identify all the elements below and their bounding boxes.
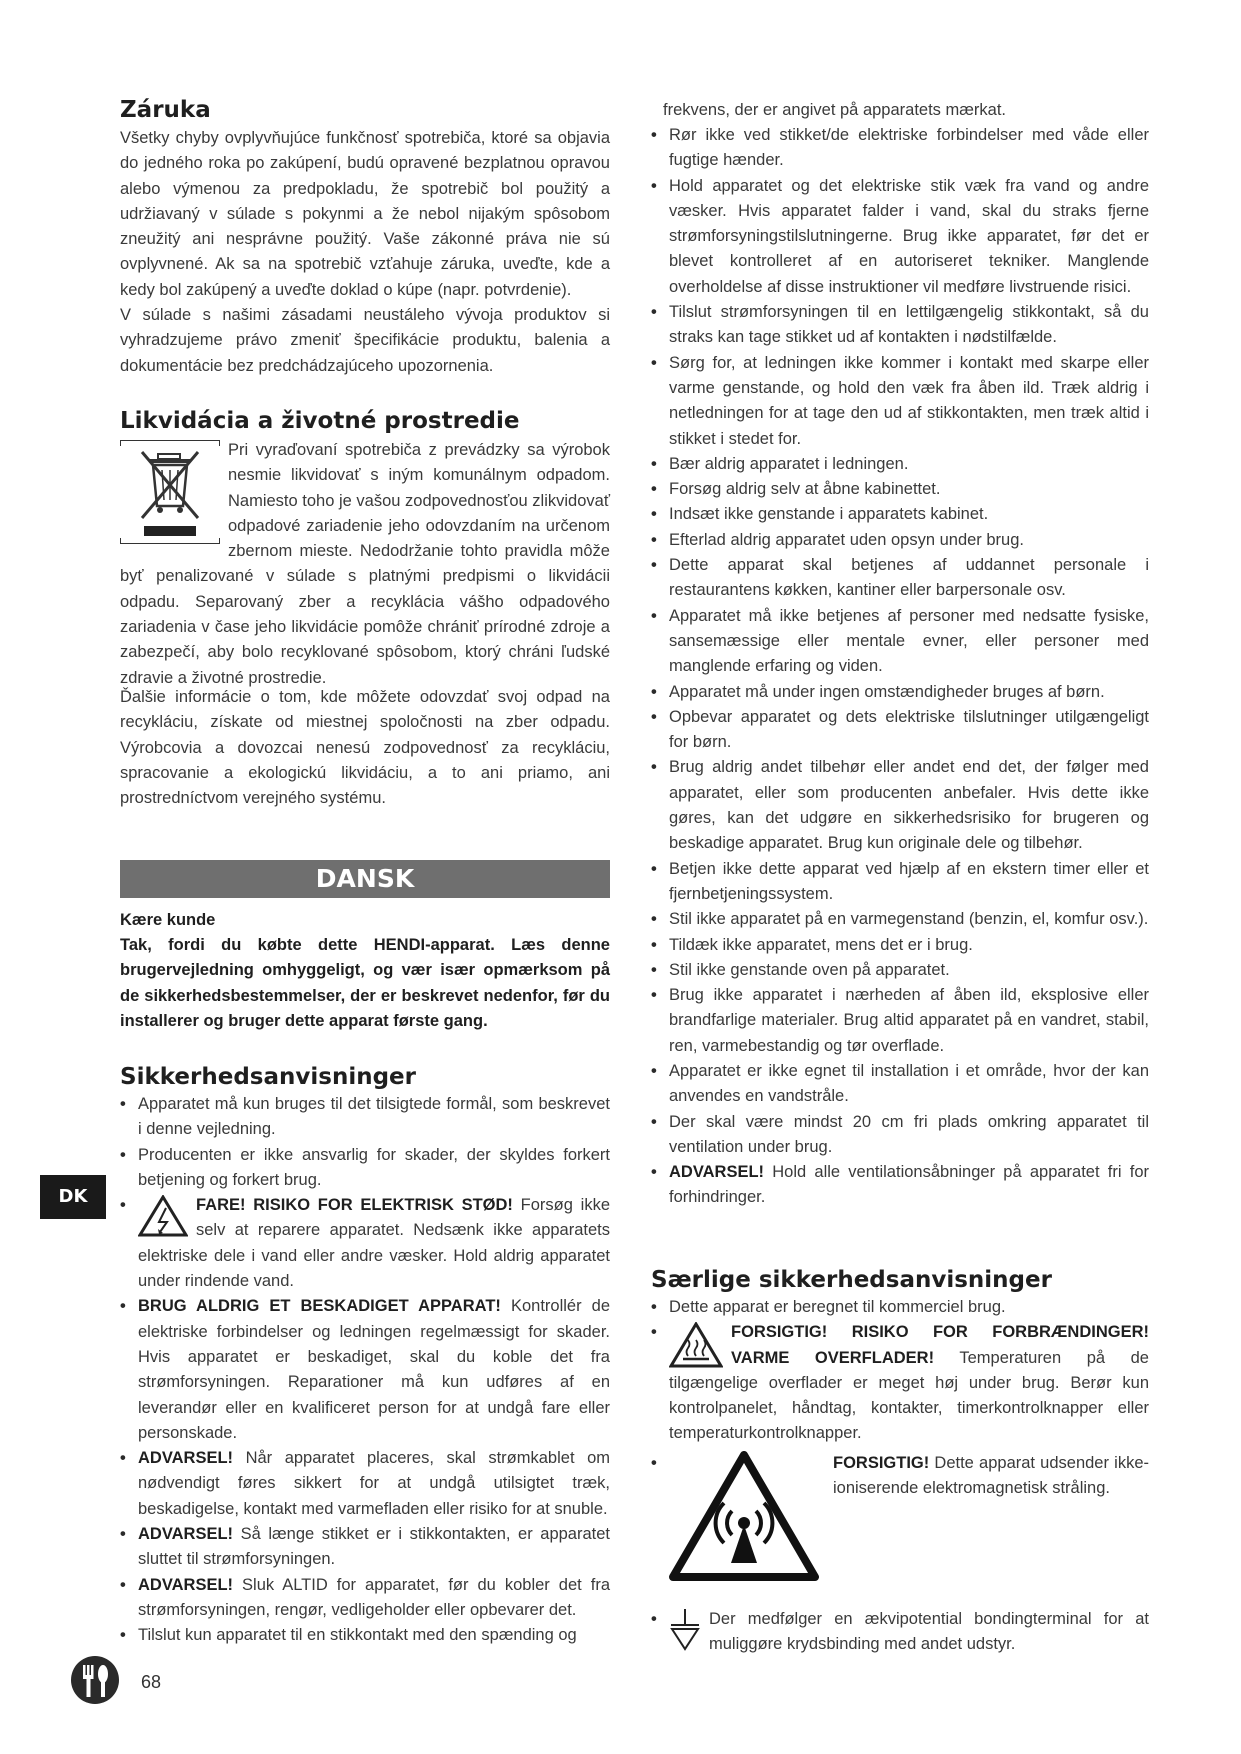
page-number: 68 [141,1672,162,1692]
list-item: • Brug aldrig andet tilbehør eller andet end det, der følger med apparatet, eller som producenten anbefaler. Hvis dette ikke gøres, kan det udgøre en sikkerhedsrisiko for brugeren og beskadige apparatet. Brug kun originale dele og tilbehør. [651,755,1149,856]
warranty-heading: Záruka [120,97,211,123]
list-item: • Rør ikke ved stikket/de elektriske forbindelser med våde eller fugtige hænder. [651,123,1149,174]
list-item [651,1607,1149,1658]
equipotential-bonding-icon [669,1609,701,1651]
non-ionizing-radiation-warning-icon [669,1451,819,1581]
list-item [651,1160,1149,1211]
list-item [120,1193,610,1294]
damaged-warning-text: Kontrollér de elektriske forbindelser og ledningen regelmæssigt for skader. Hvis apparatet er beskadiget, skal du koble det fra strømforsyningen. Reparationer må kun udføres af en leverandør eller en kvalificeret person for at undgå fare eller personskade. [138,1297,610,1442]
list-item: • Bær aldrig apparatet i ledningen. [651,452,1149,477]
shock-warning-text: Forsøg ikke selv at reparere apparatet. Nedsænk ikke apparatets elektriske dele i vand eller andre væsker. Hold aldrig apparatet under rindende vand. [138,1196,610,1291]
burn-warning-text: Temperaturen på de tilgængelige overflader er meget høj under brug. Berør kun kontrolpanelet, håndtag, kontakter, timerkontrolknapper eller temperaturkontrolknapper. [669,1348,1149,1443]
list-item: • Apparatet må under ingen omstændigheder bruges af børn. [651,680,1149,705]
warning-label: ADVARSEL! [138,1525,234,1544]
list-item: • Indsæt ikke genstande i apparatets kabinet. [651,502,1149,527]
list-item [651,1451,1149,1607]
list-item: • Sørg for, at ledningen ikke kommer i kontakt med skarpe eller varme genstande, og hold den væk fra åben ild. Træk aldrig i netledningen for at tage den ud af stikkontakten, men træk altid i stikket i stedet for. [651,351,1149,452]
safety-heading: Sikkerhedsanvisninger [120,1064,416,1090]
list-item: • Dette apparat er beregnet til kommerciel brug. [651,1295,1149,1320]
list-item: • Tilslut kun apparatet til en stikkontakt med den spænding og [120,1623,610,1648]
warning-label: ADVARSEL! [138,1449,234,1468]
warning-label: ADVARSEL! [138,1575,234,1594]
warranty-text: Všetky chyby ovplyvňujúce funkčnosť spotrebiča, ktoré sa objavia do jedného roka po zakúpení, budú opravené bezplatnou opravou alebo výmenou za predpokladu, že spotrebič bol použitý a udržiavaný v súlade s pokynmi a že nebol nijakým spôsobom zneužitý ani nesprávne použitý. Vaše zákonné práva nie sú ovplyvnené. Ak sa na spotrebič vzťahuje záruka, uveďte, kde a kedy bol zakúpený a uveďte doklad o kúpe (napr. potvrdenie). [120,129,610,299]
list-item: • Der skal være mindst 20 cm fri plads omkring apparatet til ventilation under brug. [651,1110,1149,1161]
safety-list-continued [651,123,1149,1211]
burn-warning-label: FORSIGTIG! RISIKO FOR FORBRÆNDINGER! VARME OVERFLADER! [731,1323,1149,1367]
safety-list [120,1092,610,1649]
language-banner: DANSK [120,860,610,898]
list-item: • Brug ikke apparatet i nærheden af åben ild, eksplosive eller brandfarlige materialer. Brug altid apparatet på en vandret, stabil, ren, varmebestandig og tør overflade. [651,983,1149,1059]
bonding-text: Der medfølger en ækvipotential bondingterminal for at muliggøre krydsbinding med andet udstyr. [709,1609,1149,1654]
em-warning-text: Dette apparat udsender ikke-ioniserende elektromagnetisk stråling. [833,1453,1149,1498]
list-item: • Tildæk ikke apparatet, mens det er i brug. [651,933,1149,958]
warning-text: Så længe stikket er i stikkontakten, er apparatet sluttet til strømforsyningen. [138,1525,610,1569]
warning-text: Sluk ALTID for apparatet, før du kobler det fra strømforsyningen, rengør, vedligeholder eller opbevarer det. [138,1575,610,1619]
greeting: Kære kunde [120,911,216,929]
damaged-warning-label: BRUG ALDRIG ET BESKADIGET APPARAT! [138,1297,501,1316]
shock-warning-label: FARE! RISIKO FOR ELEKTRISK STØD! [196,1196,513,1215]
special-safety-heading: Særlige sikkerhedsanvisninger [651,1267,1052,1293]
environment-heading: Likvidácia a životné prostredie [120,408,520,434]
list-item [120,1446,610,1522]
continuation-text: frekvens, der er angivet på apparatets mærkat. [663,101,1007,119]
list-item [120,1294,610,1446]
hot-surface-warning-icon [669,1322,723,1368]
list-item: • Hold apparatet og det elektriske stik væk fra vand og andre væsker. Hvis apparatet falder i vand, skal du straks fjerne strømforsyningstilslutningerne. Brug ikke apparatet, før det er blevet kontrolleret af en autoriseret tekniker. Manglende overholdelse af disse instruktioner vil medføre livstruende risici. [651,174,1149,300]
list-item: • Producenten er ikke ansvarlig for skader, der skyldes forkert betjening og forkert brug. [120,1143,610,1194]
weee-bin-icon [120,440,220,544]
em-warning-label: FORSIGTIG! [833,1453,930,1472]
list-item: • Dette apparat skal betjenes af uddannet personale i restaurantens køkken, kantiner eller barpersonale osv. [651,553,1149,604]
list-item: • Apparatet må kun bruges til det tilsigtede formål, som beskrevet i denne vejledning. [120,1092,610,1143]
list-item: • Stil ikke genstande oven på apparatet. [651,958,1149,983]
cutlery-logo-icon [70,1655,120,1705]
environment-text-2: Ďalšie informácie o tom, kde môžete odovzdať svoj odpad na recykláciu, získate od miestnej spoločnosti na zber odpadu. Výrobcovia a dovozcai nenesú zodpovednosť za recykláciu, spracovanie a ekologickú likvidáciu, a to ani priamo, ani prostredníctvom verejného systému. [120,688,610,808]
list-item [120,1573,610,1624]
list-item: • Apparatet må ikke betjenes af personer med nedsatte fysiske, sansemæssige eller mentale evner, eller personer med manglende erfaring og viden. [651,604,1149,680]
list-item: • Tilslut strømforsyningen til en lettilgængelig stikkontakt, så du straks kan tage stikket ud af kontakten i nødstilfælde. [651,300,1149,351]
warning-text: Når apparatet placeres, skal strømkablet om nødvendigt føres sikkert for at undgå utilsigtet træk, beskadigelse, kontakt med varmefladen eller risiko for at snuble. [138,1449,610,1518]
list-item: • Efterlad aldrig apparatet uden opsyn under brug. [651,528,1149,553]
list-item [651,1320,1149,1446]
warranty-text-2: V súlade s našimi zásadami neustáleho vývoja produktov si vyhradzujeme právo zmeniť špecifikácie produktu, balenia a dokumentácie bez predchádzajúceho upozornenia. [120,306,610,375]
environment-text: Pri vyraďovaní spotrebiča z prevádzky sa výrobok nesmie likvidovať s iným komunálnym odpadom. Namiesto toho je vašou zodpovednosťou zlikvidovať odpadové zariadenie jeho odovzdaním na určenom zbernom mieste. Nedodržanie tohto pravidla môže byť penalizované v súlade s platnými predpismi o likvidácii odpadu. Separovaný zber a recyklácia vášho odpadového zariadenia v čase jeho likvidácie pomôže chrániť prírodné zdroje a zabezpečí, aby bolo recyklované spôsobom, ktorý chráni ľudské zdravie a životné prostredie. [120,441,611,687]
special-safety-list [651,1295,1149,1657]
list-item: • Forsøg aldrig selv at åbne kabinettet. [651,477,1149,502]
list-item [120,1522,610,1573]
intro-text: Tak, fordi du købte dette HENDI-apparat. Læs denne brugervejledning omhyggeligt, og vær især opmærksom på de sikkerhedsbestemmelser, der er beskrevet nedenfor, før du installerer og bruger dette apparat første gang. [120,936,610,1030]
list-item: • Betjen ikke dette apparat ved hjælp af en ekstern timer eller et fjernbetjeningssystem. [651,857,1149,908]
list-item: • Opbevar apparatet og dets elektriske tilslutninger utilgængeligt for børn. [651,705,1149,756]
language-side-tab: DK [40,1175,106,1219]
warning-label: ADVARSEL! [669,1163,765,1182]
list-item: • Stil ikke apparatet på en varmegenstand (benzin, el, komfur osv.). [651,907,1149,932]
electric-shock-warning-icon [138,1195,188,1237]
warning-text: Hold alle ventilationsåbninger på apparatet fri for forhindringer. [669,1163,1149,1207]
list-item: • Apparatet er ikke egnet til installation i et område, hvor der kan anvendes en vandstråle. [651,1059,1149,1110]
